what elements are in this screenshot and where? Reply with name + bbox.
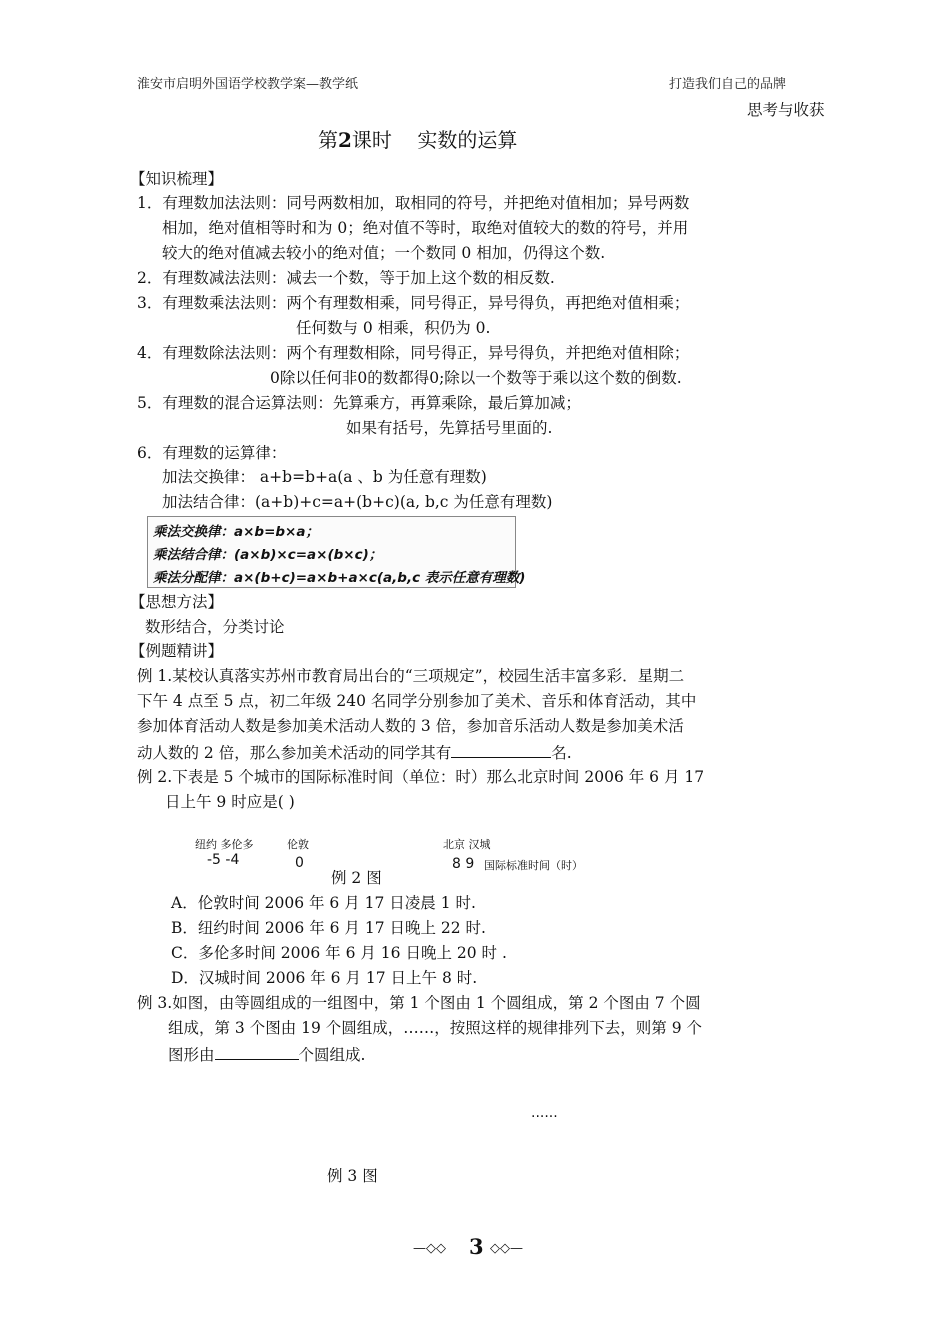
answer-blank-3[interactable] [215,1043,299,1060]
section-knowledge: 【知识梳理】 [130,170,224,188]
example-3-line-1: 例 3.如图，由等圆组成的一组图中，第 1 个图由 1 个圆组成，第 2 个图由 7 个圆 [137,994,701,1012]
footer-deco-left: —◇◇ [413,1241,446,1256]
example-3-line-2: 组成，第 3 个图由 19 个圆组成，……，按照这样的规律排列下去，则第 9 个 [168,1019,703,1037]
slogan-header: 打造我们自己的品牌 [669,77,787,92]
fig2-value-london: 0 [295,855,304,871]
rule-2: 2．有理数减法法则：减去一个数，等于加上这个数的相反数. [137,269,555,287]
title-topic: 实数的运算 [417,128,518,152]
multiplication-commutative-law: 乘法交换律：a×b=b×a； [153,524,319,540]
example-3-line-3-end: 个圆组成. [298,1046,366,1064]
side-note: 思考与收获 [747,101,825,119]
option-b: B．纽约时间 2006 年 6 月 17 日晚上 22 时. [171,919,486,937]
fig2-cities-beijing-seoul: 北京 汉城 [443,838,491,851]
fig2-city-london: 伦敦 [287,838,309,851]
option-d: D．汉城时间 2006 年 6 月 17 日上午 8 时. [171,969,478,987]
fig2-values-ny-toronto: -5 -4 [207,852,240,868]
multiplication-associative-law: 乘法结合律：(a×b)×c=a×(b×c)； [153,547,383,563]
rule-4-line-2: 0除以任何非0的数都得0;除以一个数等于乘以这个数的倒数. [270,369,682,387]
example-2-line-1: 例 2.下表是 5 个城市的国际标准时间（单位：时）那么北京时间 2006 年 6 月 17 [137,768,705,786]
example-1-line-1: 例 1.某校认真落实苏州市教育局出台的“三项规定”，校园生活丰富多彩．星期二 [137,667,685,685]
multiplication-laws-box [147,516,526,588]
example-1-line-2: 下午 4 点至 5 点，初二年级 240 名同学分别参加了美术、音乐和体育活动，其中 [137,692,697,710]
example-2-line-2: 日上午 9 时应是( ) [165,793,295,811]
section-examples: 【例题精讲】 [130,642,224,660]
rule-5-line-1: 5．有理数的混合运算法则：先算乘方，再算乘除，最后算加减； [137,394,581,412]
school-header: 淮安市启明外国语学校教学案—教学纸 [137,77,359,92]
title-number: 2 [338,128,352,152]
example-1-line-3: 参加体育活动人数是参加美术活动人数的 3 倍，参加音乐活动人数是参加美术活 [137,717,684,735]
title-suffix: 课时 [351,128,392,152]
addition-associative-law: 加法结合律：(a+b)+c=a+(b+c)(a, b,c 为任意有理数) [162,493,553,511]
answer-blank-1[interactable] [451,741,551,758]
method-text: 数形结合，分类讨论 [145,618,285,636]
example-3-line-3-text: 图形由 [168,1046,215,1064]
fig3-caption: 例 3 图 [327,1167,378,1185]
option-a: A．伦敦时间 2006 年 6 月 17 日凌晨 1 时. [171,894,476,912]
fig2-axis-label: 国际标准时间（时） [484,859,583,872]
addition-commutative-law: 加法交换律： a+b=b+a(a 、b 为任意有理数) [162,468,487,486]
rule-4-line-1: 4．有理数除法法则：两个有理数相除，同号得正，异号得负，并把绝对值相除； [137,344,690,362]
fig2-cities-ny-toronto: 纽约 多伦多 [195,838,254,851]
rule-3-line-2: 任何数与 0 相乘，积仍为 0. [296,319,491,337]
rule-1-line-3: 较大的绝对值减去较小的绝对值；一个数同 0 相加，仍得这个数. [162,244,606,262]
example-3-line-3 [168,1043,365,1065]
fig2-caption: 例 2 图 [331,869,382,887]
footer-deco-right: ◇◇— [490,1241,523,1256]
title-prefix: 第 [318,128,338,152]
multiplication-distributive-law: 乘法分配律：a×(b+c)=a×b+a×c(a,b,c 表示任意有理数) [153,570,526,586]
page-number: 3 [469,1234,484,1259]
option-c: C．多伦多时间 2006 年 6 月 16 日晚上 20 时 . [171,944,507,962]
section-method: 【思想方法】 [130,593,224,611]
page-title [318,124,517,153]
rule-3-line-1: 3．有理数乘法法则：两个有理数相乘，同号得正，异号得负，再把绝对值相乘； [137,294,690,312]
fig2-values-beijing-seoul: 8 9 [452,856,475,872]
example-1-line-4-text: 动人数的 2 倍，那么参加美术活动的同学其有 [137,744,452,762]
fig3-ellipsis: ...... [531,1105,558,1121]
example-1-line-4-end: 名. [551,744,572,762]
rule-1-line-1: 1．有理数加法法则：同号两数相加，取相同的符号，并把绝对值相加；异号两数 [137,194,690,212]
rule-5-line-2: 如果有括号，先算括号里面的. [346,419,553,437]
example-1-line-4 [137,741,572,763]
rule-1-line-2: 相加，绝对值相等时和为 0；绝对值不等时，取绝对值较大的数的符号，并用 [162,219,689,237]
rule-6: 6．有理数的运算律： [137,444,287,462]
